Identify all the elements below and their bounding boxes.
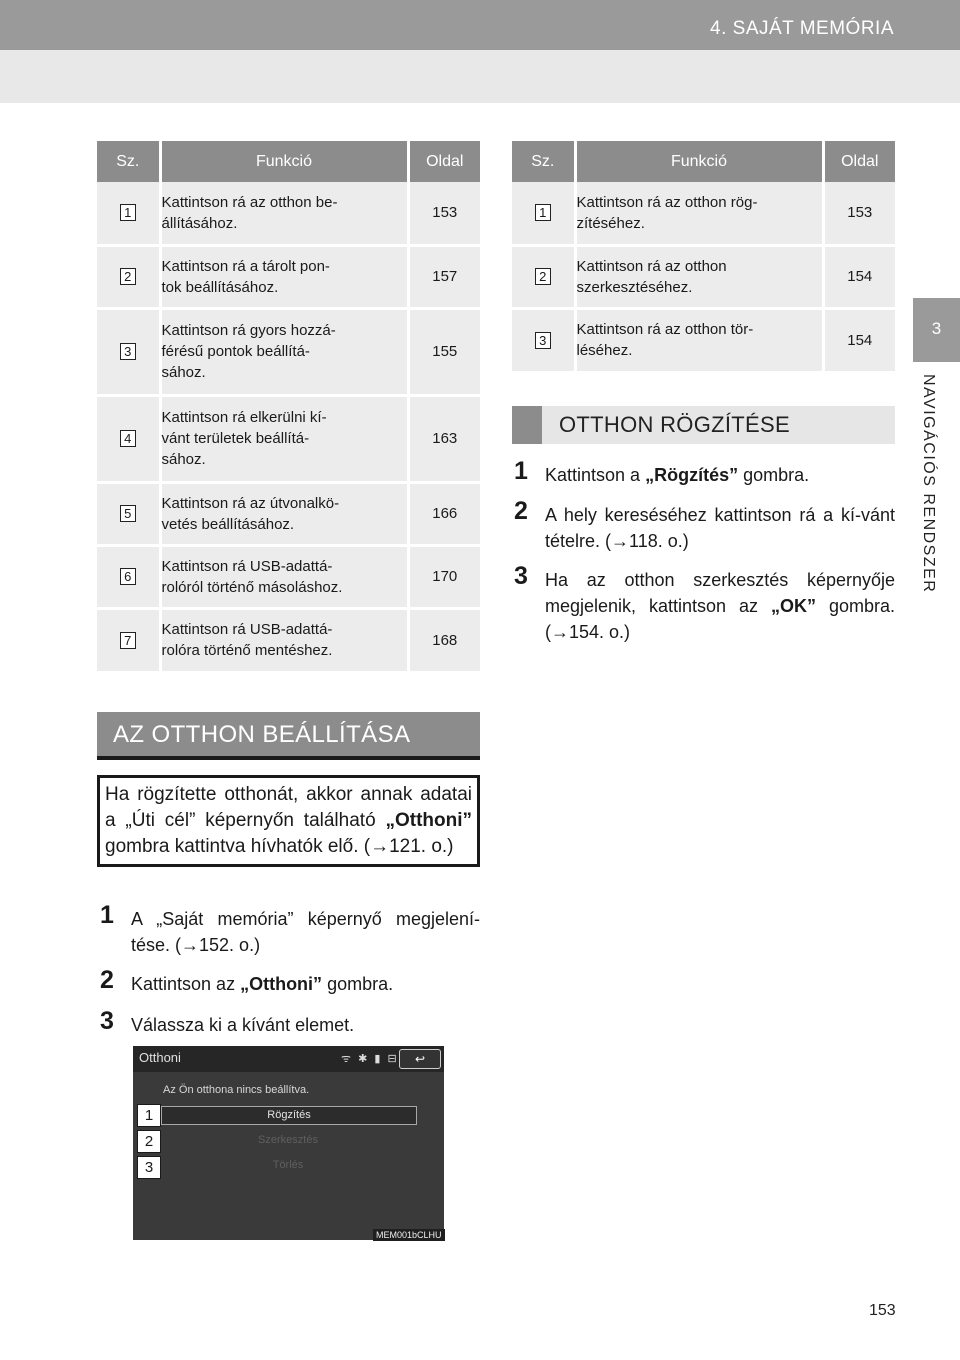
row-number-box: 5 [120, 505, 136, 522]
chapter-tab: 3 [913, 298, 960, 362]
step-number: 1 [514, 457, 528, 485]
step-text-part: A „Saját memória” képernyő megjelení-tése. (→152. o.) [131, 909, 480, 955]
function-text-line: Kattintson rá az otthon rög- [576, 193, 758, 211]
page-ref-cell: 153 [823, 182, 895, 245]
step-3 [514, 562, 895, 645]
function-text-line: Kattintson rá elkerülni kí- [161, 409, 327, 426]
row-number-cell [512, 308, 575, 371]
chapter-side-label: NAVIGÁCIÓS RENDSZER [920, 374, 937, 594]
function-text-line: zítéséhez. [576, 214, 645, 232]
function-cell [575, 245, 823, 308]
step-text-part: gombra. (→154. o.) [545, 596, 895, 642]
function-text-line: szerkesztéséhez. [576, 278, 693, 296]
step-text-part: gombra. [738, 465, 810, 485]
section-rule [97, 756, 480, 760]
function-cell [160, 182, 408, 245]
step-text-part: Válassza ki a kívánt elemet. [131, 1015, 355, 1035]
step-number: 3 [514, 562, 528, 590]
row-number-cell [97, 245, 160, 308]
step-number: 1 [100, 901, 114, 929]
function-text-line: Kattintson rá az otthon [576, 257, 727, 275]
function-text-line: Kattintson rá a tárolt pon- [161, 257, 330, 275]
header-function: Funkció [575, 141, 823, 182]
page-ref-cell: 154 [823, 245, 895, 308]
header-function: Funkció [160, 141, 408, 182]
step-text-part: Ha az otthon szerkesztés képernyője megjelenik, kattintson az [545, 570, 895, 616]
step-text [514, 462, 895, 488]
row-number-cell [97, 395, 160, 482]
function-text-line: léséhez. [576, 342, 633, 360]
row-number-box: 7 [120, 632, 136, 649]
chapter-header-bar [0, 0, 960, 50]
page-number: 153 [869, 1302, 896, 1319]
row-number-cell [512, 245, 575, 308]
section-header-setup [97, 712, 480, 758]
step-2 [514, 497, 895, 554]
info-note-box [97, 775, 480, 867]
step-number: 2 [100, 966, 114, 994]
row-number-box: 1 [120, 204, 136, 221]
row-number-box: 4 [120, 430, 136, 447]
function-cell [160, 545, 408, 608]
row-number-box: 3 [120, 343, 136, 360]
function-text-line: sához. [161, 451, 206, 468]
step-text-part: Kattintson a [545, 465, 646, 485]
register-button[interactable]: Rögzítés [161, 1106, 417, 1125]
page-ref-cell: 154 [823, 308, 895, 371]
step-text [100, 971, 480, 997]
table-row [512, 308, 895, 371]
note-text-2: gombra kattintva hívhatók elő. (→121. o.) [105, 836, 454, 857]
row-number-cell [97, 608, 160, 671]
table-row [97, 308, 480, 395]
callout-2: 2 [137, 1130, 161, 1153]
step-text-part: A hely kereséséhez kattintson rá a kí-vánt tételre. (→118. o.) [545, 505, 895, 551]
edit-button[interactable]: Szerkesztés [258, 1134, 318, 1146]
screenshot-otthoni [133, 1046, 444, 1240]
row-number-cell [97, 545, 160, 608]
chapter-title: 4. SAJÁT MEMÓRIA [710, 18, 894, 39]
step-text-part: gombra. [322, 974, 394, 994]
step-number: 3 [100, 1007, 114, 1035]
table-row [97, 608, 480, 671]
function-text-line: tok beállításához. [161, 278, 279, 296]
function-table-left [97, 141, 480, 671]
section-title-register: OTTHON RÖGZÍTÉSE [559, 412, 790, 437]
function-text-line: Kattintson rá USB-adattá- [161, 621, 333, 639]
note-text-1: Ha rögzítette otthonát, akkor annak adatai a „Úti cél” képernyőn található [105, 784, 472, 831]
table-row [97, 482, 480, 545]
function-text-line: Kattintson rá az otthon be- [161, 193, 338, 211]
page-ref-cell: 166 [408, 482, 480, 545]
callout-1: 1 [137, 1104, 161, 1127]
header-no: Sz. [97, 141, 160, 182]
table-row [97, 245, 480, 308]
screen-title-bar [133, 1046, 444, 1072]
row-number-box: 3 [535, 332, 551, 349]
row-number-box: 2 [120, 268, 136, 285]
status-icons: ᯤ ✱ ▮ ⊟ [341, 1053, 399, 1065]
table-row [512, 182, 895, 245]
function-cell [575, 308, 823, 371]
callout-3: 3 [137, 1156, 161, 1179]
step-text-part: Kattintson az [131, 974, 241, 994]
table-row [97, 545, 480, 608]
step-text [514, 502, 895, 554]
row-number-cell [97, 182, 160, 245]
function-text-line: rolóra történő mentéshez. [161, 642, 333, 660]
row-number-cell [97, 482, 160, 545]
function-cell [160, 395, 408, 482]
function-table-right [512, 141, 895, 371]
step-text-bold: „OK” [771, 596, 816, 616]
step-text [100, 906, 480, 958]
function-cell [575, 182, 823, 245]
function-text-line: vetés beállításához. [161, 515, 295, 533]
page-ref-cell: 153 [408, 182, 480, 245]
function-text-line: rolóról történő másoláshoz. [161, 578, 343, 596]
step-1 [514, 457, 895, 488]
function-text-line: Kattintson rá gyors hozzá- [161, 322, 336, 339]
section-header-register [512, 406, 895, 444]
table-row [97, 182, 480, 245]
function-cell [160, 482, 408, 545]
function-text-line: vánt területek beállítá- [161, 430, 310, 447]
page-ref-cell: 168 [408, 608, 480, 671]
page-ref-cell: 170 [408, 545, 480, 608]
function-text-line: sához. [161, 364, 206, 381]
section-marker [512, 406, 542, 444]
function-cell [160, 308, 408, 395]
header-page: Oldal [823, 141, 895, 182]
header-band [0, 50, 960, 103]
row-number-cell [97, 308, 160, 395]
step-1 [100, 901, 480, 958]
row-number-cell [512, 182, 575, 245]
function-text-line: állításához. [161, 214, 238, 232]
section-title-setup: AZ OTTHON BEÁLLÍTÁSA [113, 721, 411, 748]
step-2 [100, 966, 480, 997]
image-code: MEM001bCLHU [373, 1229, 445, 1241]
step-text [100, 1012, 480, 1038]
step-number: 2 [514, 497, 528, 525]
header-no: Sz. [512, 141, 575, 182]
page-ref-cell: 155 [408, 308, 480, 395]
row-number-box: 6 [120, 568, 136, 585]
row-number-box: 2 [535, 268, 551, 285]
page-ref-cell: 163 [408, 395, 480, 482]
function-text-line: férésű pontok beállítá- [161, 343, 310, 360]
function-text-line: Kattintson rá USB-adattá- [161, 557, 333, 575]
screen-message: Az Ön otthona nincs beállítva. [163, 1084, 310, 1096]
step-text [514, 567, 895, 645]
back-icon[interactable]: ↩ [399, 1049, 441, 1069]
screen-title: Otthoni [139, 1050, 181, 1065]
step-text-bold: „Rögzítés” [645, 465, 739, 485]
function-cell [160, 245, 408, 308]
note-bold-otthoni: „Otthoni” [385, 810, 472, 831]
page-ref-cell: 157 [408, 245, 480, 308]
function-text-line: Kattintson rá az otthon tör- [576, 321, 754, 339]
table-row [512, 245, 895, 308]
step-3 [100, 1007, 480, 1038]
table-row [97, 395, 480, 482]
header-page: Oldal [408, 141, 480, 182]
function-text-line: Kattintson rá az útvonalkö- [161, 494, 340, 512]
row-number-box: 1 [535, 204, 551, 221]
delete-button[interactable]: Törlés [272, 1159, 304, 1171]
step-text-bold: „Otthoni” [240, 974, 323, 994]
function-cell [160, 608, 408, 671]
